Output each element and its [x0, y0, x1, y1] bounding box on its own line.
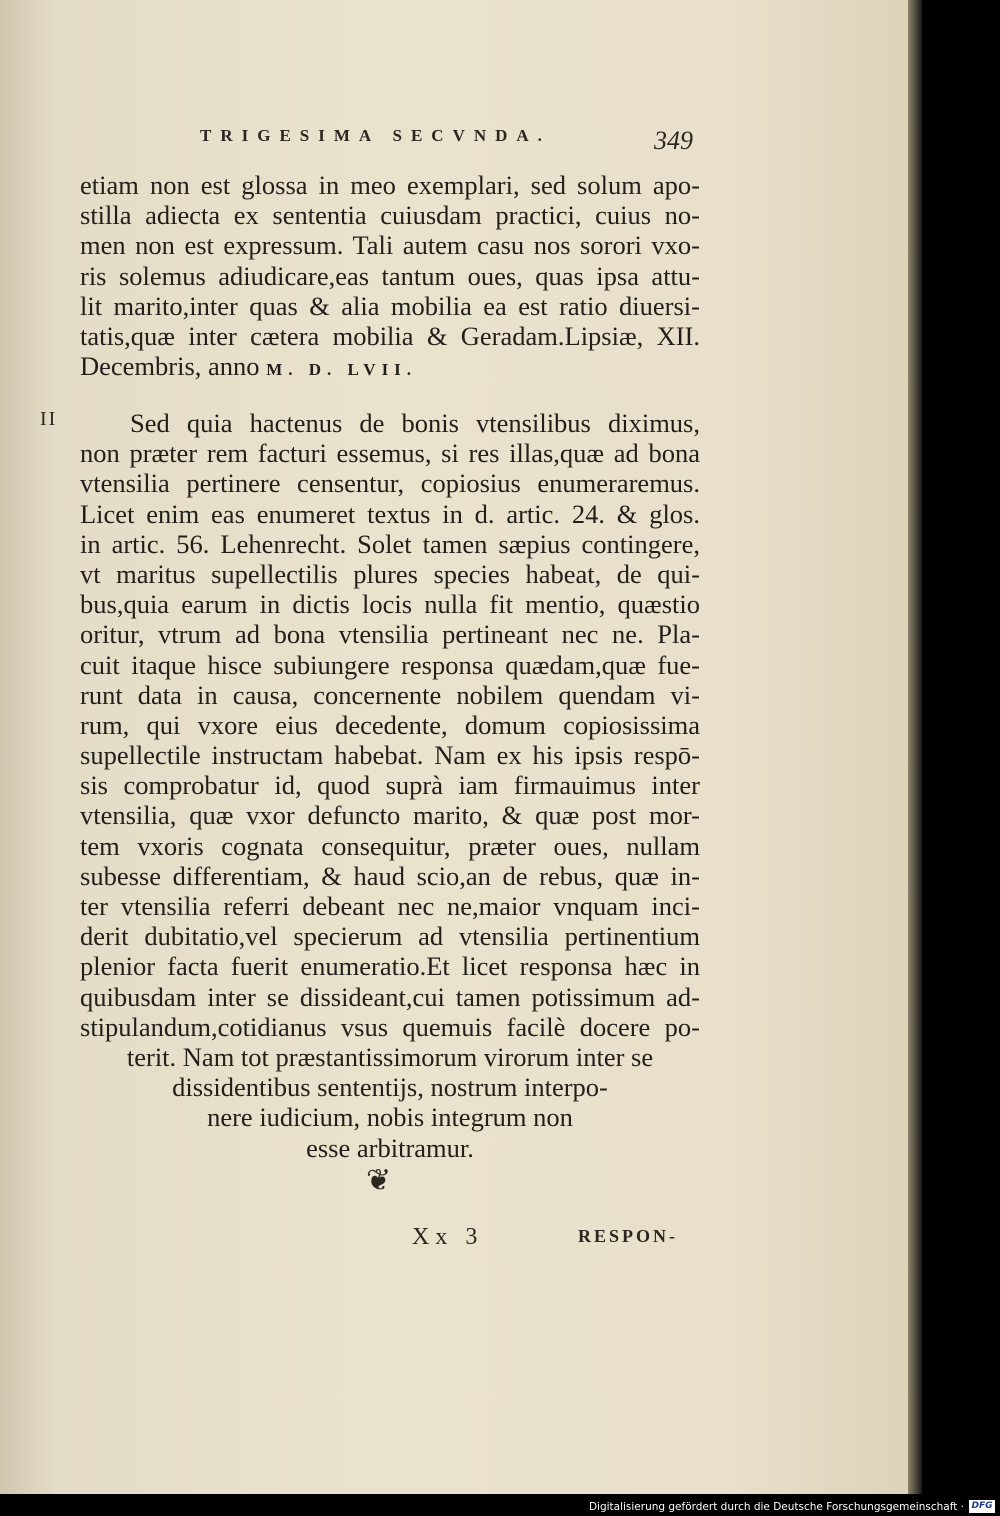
- paragraph-2: [80, 408, 700, 1163]
- text-line: non præter rem facturi essemus, si res illas,quæ ad bona: [80, 438, 700, 469]
- text-line: stilla adiecta ex sententia cuiusdam practici, cuius no-: [80, 200, 700, 231]
- text-line: ris solemus adiudicare,eas tantum oues, quas ipsa attu-: [80, 260, 700, 291]
- text-line-last: [80, 351, 700, 381]
- catchword: RESPON-: [578, 1226, 679, 1246]
- tail-line: terit. Nam tot præstantissimorum virorum inter se: [126, 1041, 654, 1072]
- text-line: rum, qui vxore eius decedente, domum copiosissima: [80, 709, 700, 740]
- funding-credit: Digitalisierung gefördert durch die Deutsche Forschungsgemeinschaft ·: [588, 1501, 964, 1513]
- tail-line: nere iudicium, nobis integrum non: [207, 1102, 573, 1133]
- text-line: tem vxoris cognata consequitur, præter oues, nullam: [80, 830, 700, 861]
- text-line: subesse differentiam, & haud scio,an de rebus, quæ in-: [80, 860, 700, 891]
- text-line: plenior facta fuerit enumeratio.Et licet responsa hæc in: [80, 951, 700, 982]
- running-head-title: TRIGESIMA SECVNDA.: [200, 126, 551, 145]
- date-smallcaps: M. D. LVII.: [266, 360, 418, 380]
- text-line: derit dubitatio,vel specierum ad vtensilia pertinentium: [80, 921, 700, 952]
- page-edge: [908, 0, 922, 1494]
- text-line: in artic. 56. Lehenrecht. Solet tamen sæpius contingere,: [80, 528, 700, 559]
- paragraph-1: [80, 170, 700, 381]
- fleuron-ornament-icon: ❦: [366, 1163, 392, 1198]
- text-line: vtensilia, quæ vxor defuncto marito, & quæ post mor-: [80, 800, 700, 831]
- text-line: etiam non est glossa in meo exemplari, sed solum apo-: [80, 170, 700, 200]
- text-line: runt data in causa, concernente nobilem quendam vi-: [80, 679, 700, 710]
- text-line: lit marito,inter quas & alia mobilia ea est ratio diuersi-: [80, 290, 700, 321]
- text-line: Licet enim eas enumeret textus in d. artic. 24. & glos.: [80, 498, 700, 529]
- text-line: oritur, vtrum ad bona vtensilia pertineant nec ne. Pla-: [80, 619, 700, 650]
- text-line: cuit itaque hisce subiungere responsa quædam,quæ fue-: [80, 649, 700, 680]
- text-line: tatis,quæ inter cætera mobilia & Geradam.Lipsiæ, XII.: [80, 320, 700, 351]
- signature-mark: Xx 3: [412, 1224, 484, 1250]
- text-line: stipulandum,cotidianus vsus quemuis facilè docere po-: [80, 1011, 700, 1042]
- text-line: men non est expressum. Tali autem casu nos sorori vxo-: [80, 230, 700, 261]
- page-number: 349: [654, 126, 693, 155]
- text-line: vtensilia pertinere censentur, copiosius enumeraremus.: [80, 468, 700, 499]
- date-prefix: Decembris, anno: [80, 351, 260, 382]
- text-line: supellectile instructam habebat. Nam ex his ipsis respō-: [80, 740, 700, 771]
- text-line: bus,quia earum in dictis locis nulla fit mentio, quæstio: [80, 589, 700, 620]
- text-line: ter vtensilia referri debeant nec ne,maior vnquam inci-: [80, 891, 700, 921]
- marginal-number: II: [40, 408, 58, 430]
- text-line: sis comprobatur id, quod suprà iam firmauimus inter: [80, 770, 700, 801]
- tail-line: esse arbitramur.: [306, 1132, 474, 1163]
- tail-line: dissidentibus sententijs, nostrum interpo-: [172, 1072, 608, 1103]
- text-line: quibusdam inter se dissideant,cui tamen potissimum ad-: [80, 981, 700, 1012]
- text-line: Sed quia hactenus de bonis vtensilibus diximus,: [130, 408, 700, 438]
- text-line: vt maritus supellectilis plures species habeat, de qui-: [80, 558, 700, 589]
- dfg-logo: DFG: [969, 1500, 995, 1513]
